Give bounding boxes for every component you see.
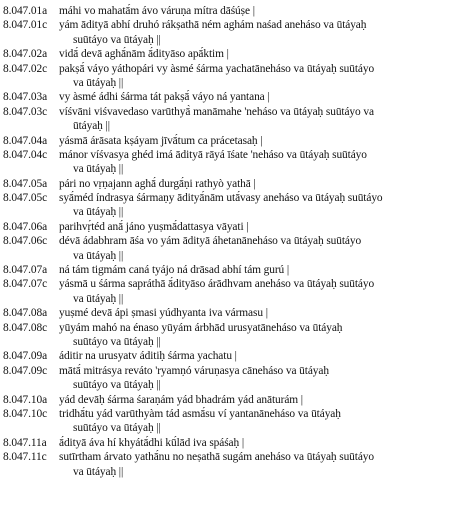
verse-reference: 8.047.10a (3, 393, 48, 406)
verse-line (0, 177, 459, 191)
verse-line (0, 321, 459, 335)
verse-line (0, 436, 459, 450)
verse-line (0, 277, 459, 291)
verse-text: ā́dityā áva hí khyátā́dhi kū́lād iva spáśaḥ | (59, 436, 245, 449)
verse-reference: 8.047.06c (3, 235, 48, 248)
verse-continuation-line (0, 421, 459, 435)
verse-reference: 8.047.08c (3, 321, 48, 334)
verse-text: va ūtáyaḥ || (73, 206, 124, 219)
verse-line (0, 220, 459, 234)
verse-line (0, 234, 459, 248)
verse-reference: 8.047.02a (3, 48, 48, 61)
verse-text: va ūtáyaḥ || (73, 465, 124, 478)
verse-text: suūtáyo va ūtáyaḥ || (73, 379, 161, 392)
verse-text: va ūtáyaḥ || (73, 163, 124, 176)
verse-reference: 8.047.03c (3, 105, 48, 118)
verse-reference: 8.047.02c (3, 62, 48, 75)
verse-reference: 8.047.04a (3, 134, 48, 147)
verse-reference: 8.047.11a (3, 436, 47, 449)
verse-reference: 8.047.07a (3, 264, 48, 277)
verse-reference: 8.047.05c (3, 192, 48, 205)
verse-continuation-line (0, 119, 459, 133)
verse-reference: 8.047.07c (3, 278, 48, 291)
verse-text: pakṣā́ váyo yáthopári vy àsmé śárma yachatāneháso va ūtáyaḥ suūtáyo (59, 62, 375, 75)
verse-text: va ūtáyaḥ || (73, 292, 124, 305)
verse-line (0, 407, 459, 421)
verse-reference: 8.047.10c (3, 407, 48, 420)
verse-continuation-line (0, 249, 459, 263)
verse-text: vy àsmé ádhi śárma tát pakṣā́ váyo ná yantana | (59, 91, 270, 104)
verse-text: sutīrtham árvato yathā́nu no neṣathā sugám aneháso va ūtáyaḥ suūtáyo (59, 451, 374, 464)
verse-continuation-line (0, 292, 459, 306)
verse-reference: 8.047.11c (3, 451, 47, 464)
verse-text: yám ādityā abhí druhó rákṣathā ném aghám naśad aneháso va ūtáyaḥ (59, 19, 367, 32)
verse-text: máhi vo mahatā́m ávo váruṇa mítra dāśúṣe | (59, 5, 255, 17)
verse-continuation-line (0, 465, 459, 479)
verse-text: ná tám tigmám caná tyájo ná drāsad abhí tám gurú | (59, 264, 290, 277)
verse-text: yuṣmé devā ápi ṣmasi yúdhyanta iva vármasu | (59, 307, 268, 320)
verse-text: suūtáyo va ūtáyaḥ || (73, 33, 161, 46)
verse-line (0, 349, 459, 363)
verse-reference: 8.047.01a (3, 5, 48, 17)
verse-line (0, 105, 459, 119)
verse-continuation-line (0, 205, 459, 219)
verse-reference: 8.047.03a (3, 91, 48, 104)
verse-line (0, 450, 459, 464)
verse-continuation-line (0, 162, 459, 176)
verse-text: va ūtáyaḥ || (73, 249, 124, 262)
verse-text: parihvṛ́téd anā́ jáno yuṣmā́dattasya vāyati | (59, 220, 249, 233)
verse-continuation-line (0, 76, 459, 90)
verse-text: suūtáyo va ūtáyaḥ || (73, 335, 161, 348)
verse-line (0, 364, 459, 378)
verse-text: syā́méd índrasya śármaṇy ādityā́nām utā́vasy aneháso va ūtáyaḥ suūtáyo (59, 192, 383, 205)
verse-text: áditir na urusyatv áditiḥ śárma yachatu | (59, 350, 237, 363)
verse-continuation-line (0, 335, 459, 349)
verse-reference: 8.047.09c (3, 364, 48, 377)
verse-line (0, 90, 459, 104)
verse-text: yád devāḥ śárma śaraṇám yád bhadrám yád anāturám | (59, 393, 303, 406)
verse-text: va ūtáyaḥ || (73, 76, 124, 89)
verse-text: tridhā́tu yád varūthyàm tád asmā́su ví yantanāneháso va ūtáyaḥ (59, 407, 341, 420)
verse-text: vidā́ devā aghā́nām ā́dityāso apā́ktim | (59, 48, 229, 61)
verse-text: dévā ádabhram āśa vo yám ādityā áhetanāneháso va ūtáyaḥ suūtáyo (59, 235, 362, 248)
verse-text: yásmā u śárma sapráthā ā́dityāso árādhvam aneháso va ūtáyaḥ suūtáyo (59, 278, 375, 291)
verse-text: yūyám mahó na énaso yūyám árbhād urusyatāneháso va ūtáyaḥ (59, 321, 343, 334)
verse-continuation-line (0, 33, 459, 47)
verse-reference: 8.047.06a (3, 220, 48, 233)
verse-line (0, 134, 459, 148)
verse-continuation-line (0, 378, 459, 392)
verse-line (0, 393, 459, 407)
verse-reference: 8.047.04c (3, 148, 48, 161)
verse-text: mánor víśvasya ghéd imá ādityā rāyá īśate 'neháso va ūtáyaḥ suūtáyo (59, 148, 367, 161)
verse-text: suūtáyo va ūtáyaḥ || (73, 422, 161, 435)
verse-line (0, 263, 459, 277)
verse-line (0, 148, 459, 162)
verse-text: víśvāni viśvavedaso varūthyā̀ manāmahe 'neháso va ūtáyaḥ suūtáyo va (59, 105, 374, 118)
verse-line (0, 191, 459, 205)
verse-text: ūtáyaḥ || (73, 120, 110, 133)
verse-reference: 8.047.09a (3, 350, 48, 363)
verse-line (0, 47, 459, 61)
verse-reference: 8.047.05a (3, 177, 48, 190)
verse-text: mātā́ mitrásya reváto 'ryamṇó váruṇasya cāneháso va ūtáyaḥ (59, 364, 329, 377)
verse-text: pári no vṛṇajann aghā́ durgā́ṇi rathyò yathā | (59, 177, 256, 190)
verse-line (0, 18, 459, 32)
verse-text: yásmā árāsata kṣáyam jīvā́tum ca prácetasaḥ | (59, 134, 263, 147)
verse-line (0, 306, 459, 320)
verse-reference: 8.047.01c (3, 19, 48, 32)
verse-line (0, 62, 459, 76)
verse-reference: 8.047.08a (3, 307, 48, 320)
verse-line (0, 4, 459, 18)
